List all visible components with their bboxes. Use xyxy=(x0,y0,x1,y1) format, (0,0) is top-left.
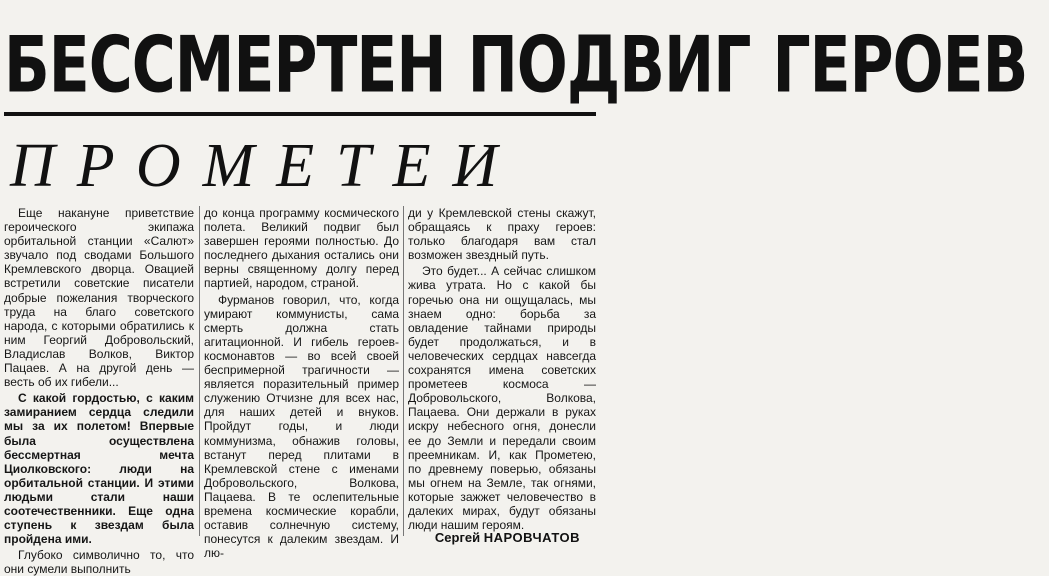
paragraph: Глубоко символично то, что они сумели выполнить xyxy=(4,548,194,576)
column-3 xyxy=(408,206,596,536)
column-divider xyxy=(199,206,200,536)
column-divider xyxy=(403,206,404,536)
column-2 xyxy=(204,206,399,561)
paragraph: до конца программу космического полета. Великий подвиг был завершен героями полностью. До последнего дыхания остались они верны священному долгу перед партией, народом, страной. xyxy=(204,206,399,291)
headline-word-2: ПОДВИГ xyxy=(467,20,751,112)
paragraph: Фурманов говорил, что, когда умирают коммунисты, сама смерть должна стать агитационной. И гибель героев-космонавтов — во всей своей беспримерной трагичности — является поразительный пример служению Отчизне для всех нас, для наших детей и внуков. Пройдут годы, и люди коммунизма, обнажив головы, встанут перед плитами в Кремлевской стене с именами Добровольского, Волкова, Пацаева. В те ослепительные времена космические корабли, оставив солнечную систему, понесутся к далеким звездам. И лю- xyxy=(204,292,399,561)
paragraph: ди у Кремлевской стены скажут, обращаясь к праху героев: только благодаря вам стал возможен звездный путь. xyxy=(408,206,596,263)
paragraph-bold: С какой гордостью, с каким замиранием сердца следили мы за их полетом! Впервые была осуществлена бессмертная мечта Циолковского: люди на орбитальной станции. И этими людьми стали наши соотечественники. Еще одна ступень к звездам была пройдена ими. xyxy=(4,391,194,547)
paragraph: Еще накануне приветствие героического экипажа орбитальной станции «Салют» звучало под сводами Большого Кремлевского дворца. Овацией встретили советские писатели добрые пожелания творческого труда на благо советского народа, с которыми обратились к ним Георгий Добровольский, Владислав Волков, Виктор Пацаев. А на другой день — весть об их гибели... xyxy=(4,206,194,390)
subheadline: ПРОМЕТЕИ xyxy=(10,132,520,200)
headline-word-1: БЕССМЕРТЕН xyxy=(4,20,446,112)
headline-word-3: ГЕРОЕВ xyxy=(772,20,1028,112)
author-signature xyxy=(435,530,580,545)
author-last-name: НАРОВЧАТОВ xyxy=(483,530,580,545)
headline-rule xyxy=(4,112,596,116)
column-1 xyxy=(4,206,194,576)
author-first-name: Сергей xyxy=(434,530,481,545)
paragraph: Это будет... А сейчас слишком жива утрата. Но с какой бы горечью она ни ощущалась, мы знаем одно: борьба за овладение тайнами природы будет продолжаться, и в человеческих сердцах навсегда сохранятся имена советских прометеев космоса — Добровольского, Волкова, Пацаева. Они держали в руках искру небесного огня, донесли ее до Земли и передали своим преемникам. И, как Прометею, по древнему поверью, обязаны мы огнем на Земле, так огнями, которые зажжет человечество в далеких мирах, будут обязаны люди нашим героям. xyxy=(408,264,596,533)
